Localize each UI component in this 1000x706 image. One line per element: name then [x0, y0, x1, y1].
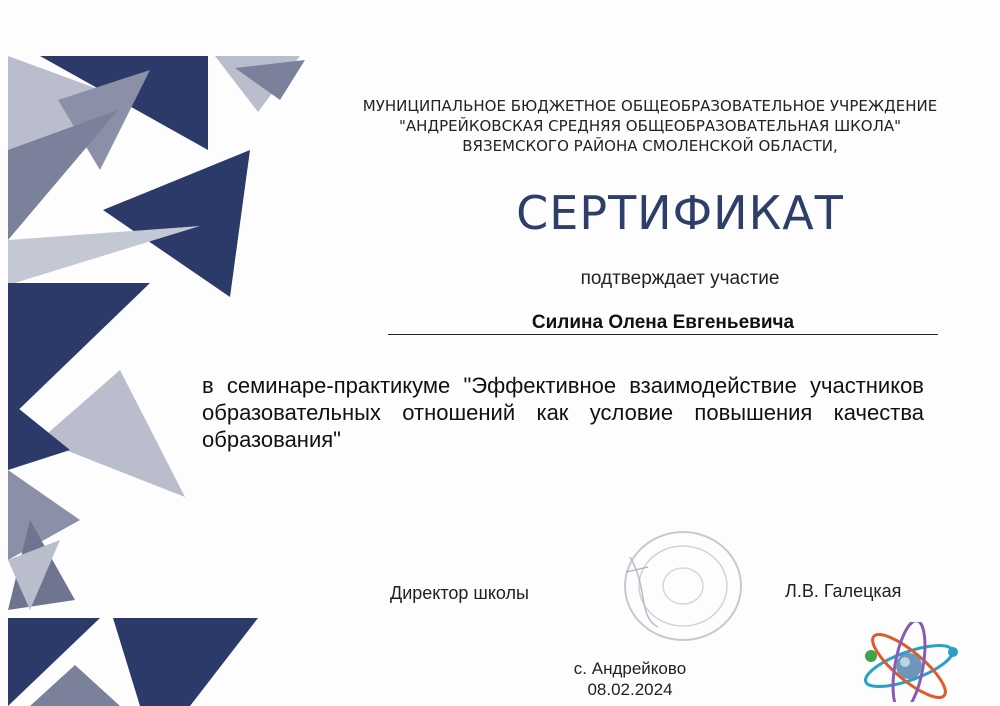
footer-date: 08.02.2024	[587, 680, 673, 699]
triangle-navy-mid	[103, 150, 250, 297]
institution-line-2: "АНДРЕЙКОВСКАЯ СРЕДНЯЯ ОБЩЕОБРАЗОВАТЕЛЬНАЯ ШКОЛА"	[398, 117, 902, 135]
school-stamp	[618, 527, 748, 645]
decorative-triangles	[0, 0, 345, 706]
signatory-position: Директор школы	[390, 583, 529, 603]
recipient-name: Силина Олена Евгеньевича	[531, 312, 795, 333]
triangle-light-center	[40, 370, 185, 497]
atom-logo	[857, 622, 967, 702]
footer-place-date	[540, 658, 720, 700]
certificate-title: СЕРТИФИКАТ	[516, 186, 844, 240]
institution-line-3: ВЯЗЕМСКОГО РАЙОНА СМОЛЕНСКОЙ ОБЛАСТИ,	[462, 137, 838, 155]
institution-line-1: МУНИЦИПАЛЬНОЕ БЮДЖЕТНОЕ ОБЩЕОБРАЗОВАТЕЛЬНОЕ УЧРЕЖДЕНИЕ	[362, 97, 938, 115]
institution-header	[345, 96, 955, 156]
signatory-name: Л.В. Галецкая	[785, 581, 902, 601]
footer-place: с. Андрейково	[573, 659, 687, 678]
triangle-navy-bottom	[113, 618, 258, 706]
confirm-text: подтверждает участие	[580, 268, 780, 289]
certificate-body: в семинаре-практикуме "Эффективное взаимодействие участников образовательных отношений как условие повышения качества образования"	[202, 373, 924, 452]
